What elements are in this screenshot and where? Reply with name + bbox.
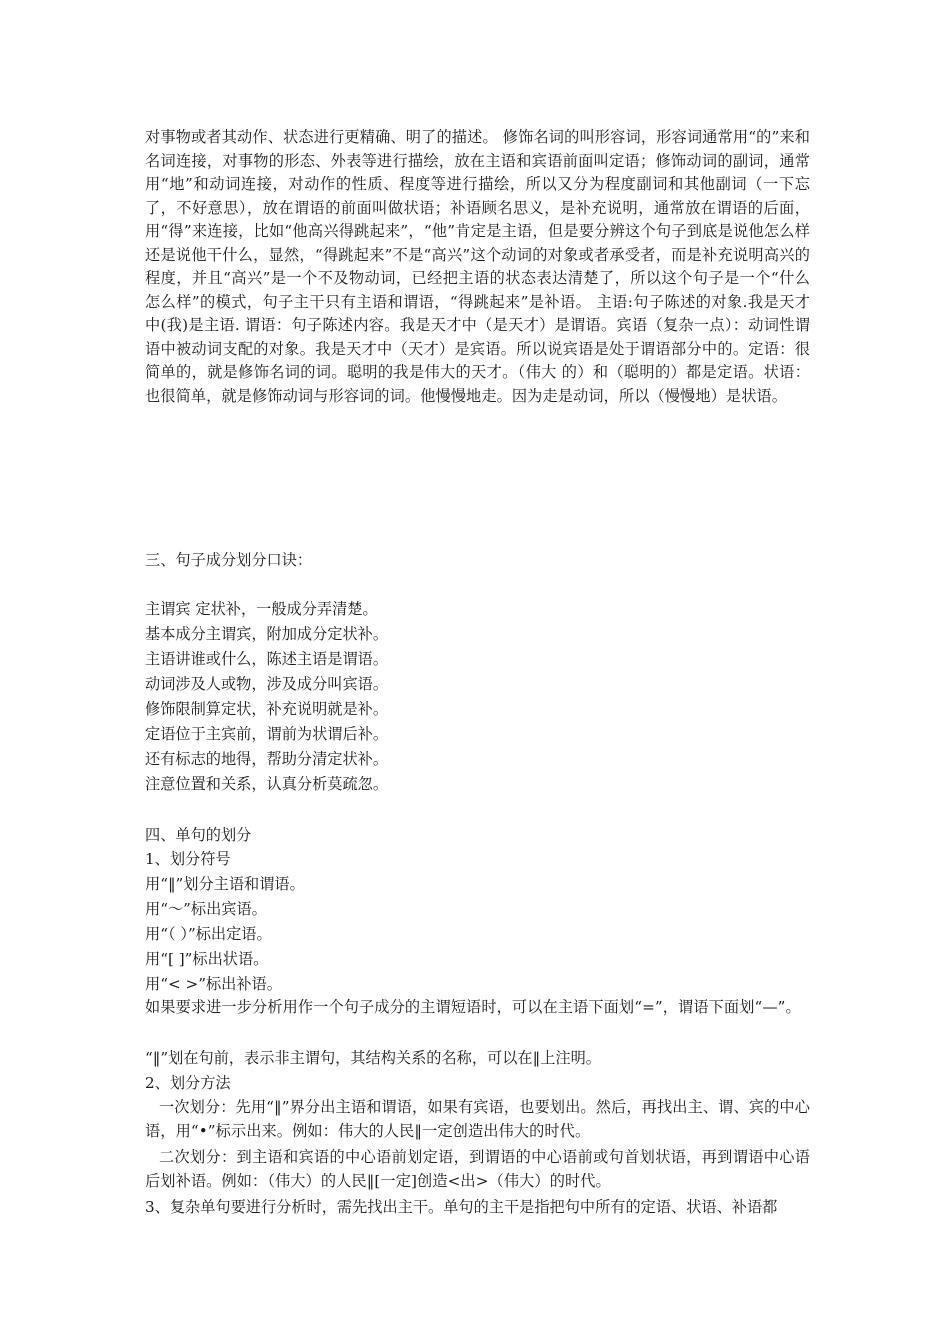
rhyme-line-3: 主语讲谁或什么，陈述主语是谓语。 (145, 650, 388, 668)
document-page (145, 0, 810, 1344)
sub2-paragraph-1: 一次划分：先用“‖”界分出主语和谓语，如果有宾语，也要划出。然后，再找出主、谓、宾的中心语，用“•”标示出来。例如：伟大的人民‖一定创造出伟大的时代。 (145, 1098, 810, 1140)
sub1-note: 如果要求进一步分析用作一个句子成分的主谓短语时，可以在主语下面划“=”，谓语下面划“—”。 (145, 998, 801, 1016)
symbol-line-2: 用“～”标出宾语。 (145, 900, 267, 918)
rhyme-line-7: 还有标志的地得，帮助分清定状补。 (145, 750, 388, 768)
rhyme-line-4: 动词涉及人或物，涉及成分叫宾语。 (145, 675, 388, 693)
intro-paragraph: 对事物或者其动作、状态进行更精确、明了的描述。 修饰名词的叫形容词，形容词通常用“的”来和名词连接，对事物的形态、外表等进行描绘，放在主语和宾语前面叫定语；修饰动词的副词，通常用“地”和动词连接，对动作的性质、程度等进行描绘，所以又分为程度副词和其他副词（一下忘了，不好意思），放在谓语的前面叫做状语；补语顾名思义，是补充说明，通常放在谓语的后面，用“得”来连接，比如“他高兴得跳起来”，“他”肯定是主语，但是要分辨这个句子到底是说他怎么样还是说他干什么，显然，“得跳起来”不是“高兴”这个动词的对象或者承受者，而是补充说明高兴的程度，并且“高兴”是一个不及物动词，已经把主语的状态表达清楚了，所以这个句子是一个“什么怎么样”的模式，句子主干只有主语和谓语，“得跳起来”是补语。 主语:句子陈述的对象.我是天才中(我)是主语. 谓语：句子陈述内容。我是天才中（是天才）是谓语。宾语（复杂一点）：动词性谓语中被动词支配的对象。我是天才中（天才）是宾语。所以说宾语是处于谓语部分中的。定语：很简单的，就是修饰名词的词。聪明的我是伟大的天才。（伟大 的）和（聪明的）都是定语。状语：也很简单，就是修饰动词与形容词的词。他慢慢地走。因为走是动词，所以（慢慢地）是状语。 (145, 128, 810, 405)
section4-heading: 四、单句的划分 (145, 826, 252, 844)
sub2-heading: 2、划分方法 (145, 1074, 231, 1092)
rhyme-line-2: 基本成分主谓宾，附加成分定状补。 (145, 625, 388, 643)
sub1-note2: “‖”划在句前，表示非主谓句，其结构关系的名称，可以在‖上注明。 (145, 1049, 601, 1067)
rhyme-line-5: 修饰限制算定状，补充说明就是补。 (145, 700, 388, 718)
rhyme-line-1: 主谓宾 定状补，一般成分弄清楚。 (145, 600, 378, 618)
section3-heading: 三、句子成分划分口诀： (145, 551, 313, 569)
symbol-line-1: 用“‖”划分主语和谓语。 (145, 875, 305, 893)
rhyme-line-6: 定语位于主宾前，谓前为状谓后补。 (145, 725, 388, 743)
sub2-paragraph-2: 二次划分：到主语和宾语的中心语前划定语，到谓语的中心语前或句首划状语，再到谓语中心语后划补语。例如：（伟大）的人民‖[一定]创造<出>（伟大）的时代。 (145, 1148, 810, 1190)
symbol-line-4: 用“[ ]”标出状语。 (145, 950, 269, 968)
symbol-line-5: 用“< >”标出补语。 (145, 975, 282, 993)
sub3-text: 3、复杂单句要进行分析时，需先找出主干。单句的主干是指把句中所有的定语、状语、补语都 (145, 1198, 778, 1216)
sub1-heading: 1、划分符号 (145, 850, 231, 868)
symbol-line-3: 用“（ ）”标出定语。 (145, 925, 272, 943)
rhyme-line-8: 注意位置和关系，认真分析莫疏忽。 (145, 775, 388, 793)
